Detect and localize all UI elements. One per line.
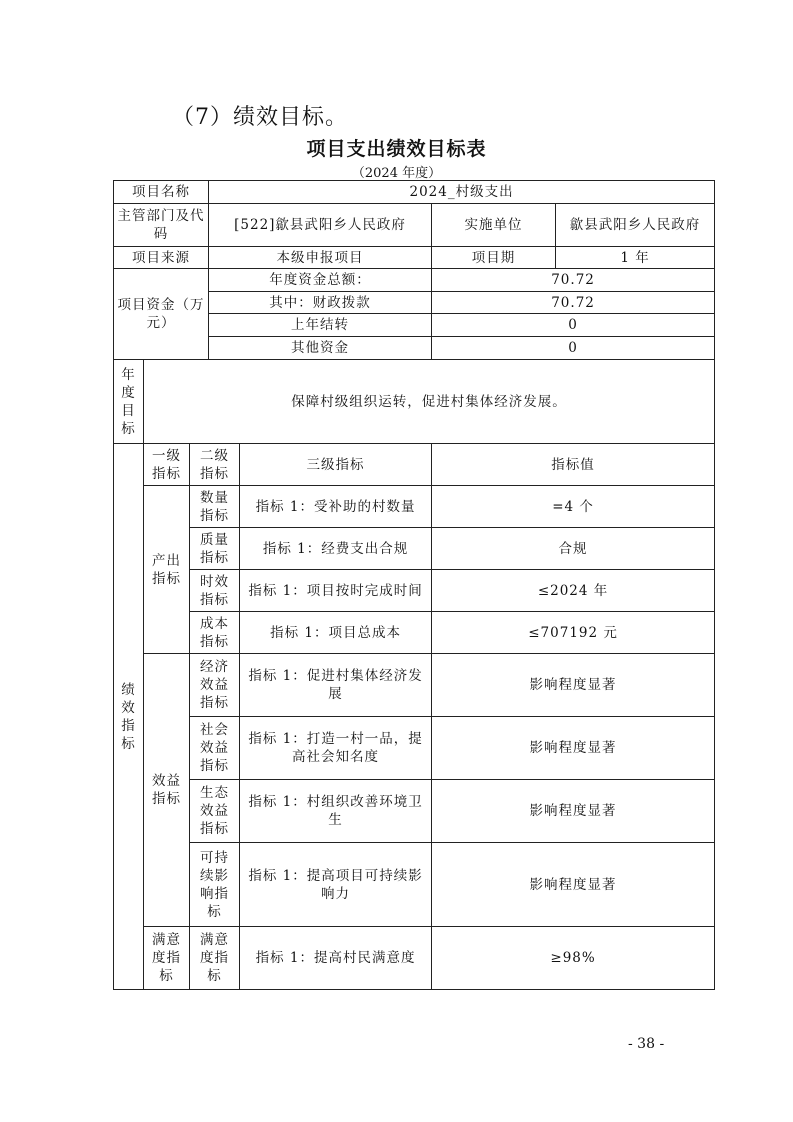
value-cell: ≥98% [432, 927, 715, 990]
level1-output: 产出指标 [144, 486, 190, 654]
funds-row-label: 上年结转 [209, 314, 432, 337]
table-row [114, 528, 715, 570]
period-label: 项目期 [432, 247, 556, 269]
project-name-label: 项目名称 [114, 181, 209, 204]
table-row [114, 360, 715, 444]
performance-goal-table [113, 180, 715, 990]
level2-cell: 数量指标 [190, 486, 240, 528]
table-row [114, 204, 715, 247]
table-row [114, 717, 715, 780]
level2-cell: 质量指标 [190, 528, 240, 570]
level3-cell: 指标 1：项目总成本 [240, 612, 432, 654]
table-row [114, 181, 715, 204]
funds-row-label: 其中：财政拨款 [209, 292, 432, 314]
table-row [114, 444, 715, 486]
level3-cell: 指标 1：促进村集体经济发展 [240, 654, 432, 717]
annual-goal-text: 保障村级组织运转，促进村集体经济发展。 [144, 360, 715, 444]
value-cell: 影响程度显著 [432, 780, 715, 843]
value-cell: 影响程度显著 [432, 843, 715, 927]
value-cell: 合规 [432, 528, 715, 570]
table-row [114, 927, 715, 990]
funds-row-label: 其他资金 [209, 337, 432, 360]
funds-label: 项目资金（万元） [114, 269, 209, 360]
value-cell: =4 个 [432, 486, 715, 528]
table-row [114, 269, 715, 292]
level3-cell: 指标 1：打造一村一品，提高社会知名度 [240, 717, 432, 780]
funds-row-value: 70.72 [432, 292, 715, 314]
period-value: 1 年 [556, 247, 715, 269]
impl-unit-value: 歙县武阳乡人民政府 [556, 204, 715, 247]
level1-benefit: 效益指标 [144, 654, 190, 927]
header-level2: 二级指标 [190, 444, 240, 486]
table-row [114, 843, 715, 927]
level2-cell: 社会效益指标 [190, 717, 240, 780]
source-label: 项目来源 [114, 247, 209, 269]
dept-value: [522]歙县武阳乡人民政府 [209, 204, 432, 247]
level2-cell: 满意度指标 [190, 927, 240, 990]
funds-row-value: 0 [432, 337, 715, 360]
level3-cell: 指标 1：项目按时完成时间 [240, 570, 432, 612]
level3-cell: 指标 1：提高项目可持续影响力 [240, 843, 432, 927]
page-number: - 38 - [628, 1036, 665, 1052]
section-heading: （7）绩效目标。 [172, 105, 348, 130]
level1-satisfaction: 满意度指标 [144, 927, 190, 990]
value-cell: 影响程度显著 [432, 654, 715, 717]
funds-row-label: 年度资金总额： [209, 269, 432, 292]
annual-goal-label: 年度目标 [114, 360, 144, 444]
funds-row-value: 0 [432, 314, 715, 337]
table-title: 项目支出绩效目标表 [306, 138, 487, 160]
level3-cell: 指标 1：受补助的村数量 [240, 486, 432, 528]
value-cell: 影响程度显著 [432, 717, 715, 780]
performance-indicators-label: 绩效指标 [114, 444, 144, 990]
table-row [114, 570, 715, 612]
funds-row-value: 70.72 [432, 269, 715, 292]
level2-cell: 成本指标 [190, 612, 240, 654]
level2-cell: 经济效益指标 [190, 654, 240, 717]
table-row [114, 486, 715, 528]
project-name-value: 2024_村级支出 [209, 181, 715, 204]
level3-cell: 指标 1：提高村民满意度 [240, 927, 432, 990]
level2-cell: 可持续影响指标 [190, 843, 240, 927]
header-level1: 一级指标 [144, 444, 190, 486]
header-level3: 三级指标 [240, 444, 432, 486]
table-row [114, 654, 715, 717]
level2-cell: 生态效益指标 [190, 780, 240, 843]
level3-cell: 指标 1：经费支出合规 [240, 528, 432, 570]
impl-unit-label: 实施单位 [432, 204, 556, 247]
table-row [114, 780, 715, 843]
table-row [114, 247, 715, 269]
value-cell: ≤2024 年 [432, 570, 715, 612]
dept-label: 主管部门及代码 [114, 204, 209, 247]
table-subtitle: （2024 年度） [351, 166, 442, 181]
table-row [114, 612, 715, 654]
source-value: 本级申报项目 [209, 247, 432, 269]
header-value: 指标值 [432, 444, 715, 486]
value-cell: ≤707192 元 [432, 612, 715, 654]
level3-cell: 指标 1：村组织改善环境卫生 [240, 780, 432, 843]
level2-cell: 时效指标 [190, 570, 240, 612]
